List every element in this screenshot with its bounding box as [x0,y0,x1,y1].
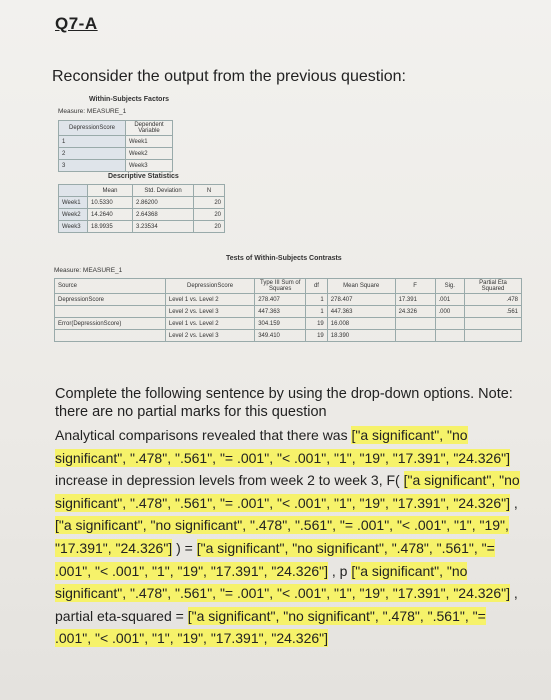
table-row: 3 Week3 [59,160,173,172]
within-factors-title: Within-Subjects Factors [89,96,170,103]
table-row: DepressionScore Level 1 vs. Level 2 278.407 1 278.407 17.391 .001 .478 [55,294,522,306]
table-row: Week1 10.5330 2.86200 20 [59,197,225,209]
question-prompt: Reconsider the output from the previous question: [52,68,406,85]
table-row: Week3 18.9935 3.23534 20 [59,221,225,233]
dropdown-options-6[interactable]: ["a significant", "no significant", ".478", ".561", "= .001", "< .001", "1", "19", "17.391", "24.326"] [55,607,486,647]
contrasts-measure: Measure: MEASURE_1 [54,267,123,274]
dropdown-options-2[interactable]: ["a significant", "no significant", ".478", ".561", "= .001", "< .001", "1", "19", "17.391", "24.326"] [55,472,520,511]
within-factors-measure: Measure: MEASURE_1 [58,108,127,115]
within-factors-table [58,120,173,172]
instructions-text: Complete the following sentence by using the drop-down options. Note: there are no partial marks for this question [55,386,513,420]
descriptives-title: Descriptive Statistics [108,173,179,180]
contrasts-title: Tests of Within-Subjects Contrasts [226,255,342,262]
dropdown-options-1[interactable]: ["a significant", "no significant", ".478", ".561", "= .001", "< .001", "1", "19", "17.391", "24.326"] [55,427,510,466]
dropdown-options-5[interactable]: ["a significant", "no significant", ".478", ".561", "= .001", "< .001", "1", "19", "17.391", "24.326"] [55,562,510,602]
dropdown-options-3[interactable]: ["a significant", "no significant", ".478", ".561", "= .001", "< .001", "1", "19", "17.391", "24.326"] [55,517,509,556]
descriptives-table: Mean Std. Deviation N Week1 10.5330 2.86200 20 Week2 14.2640 2.64368 20 Week3 18.9935 3.23534 20 [58,184,225,233]
table-row: 2 Week2 [59,148,173,160]
table-row: Week2 14.2640 2.64368 20 [59,209,225,221]
within-col1: DepressionScore [59,121,126,136]
table-row: Error(DepressionScore) Level 1 vs. Level 2 304.159 19 16.008 [55,318,522,330]
table-row: 1 Week1 [59,136,173,148]
dropdown-options-4[interactable]: ["a significant", "no significant", ".478", ".561", "= .001", "< .001", "1", "19", "17.391", "24.326"] [55,539,495,579]
contrasts-table: Source DepressionScore Type III Sum of Squares df Mean Square F Sig. Partial Eta Squared DepressionScore Level 1 vs. Level 2 278.407 1 278.407 17.391 .001 .478 Level 2 vs. Level 3 447.363 1 447.363 24.326 .000 .561 Error(DepressionScore) Level 1 vs. Level 2 304.159 19 16.008 Level 2 vs. Level 3 349.410 19 18.390 [54,278,522,342]
table-row: Level 2 vs. Level 3 349.410 19 18.390 [55,330,522,342]
question-title: Q7-A [55,14,98,33]
fill-in-sentence: Analytical comparisons revealed that there was ["a significant", "no significant", ".478", ".561", "= .001", "< .001", "1", "19", "17.391", "24.326"] increase in depression levels from week 2 to week 3, F( ["a significant", "no significant", ".478", ".561", "= .001", "< .001", "1", "19", "17.391", "24.326"] , ["a significant", "no significant", ".478", ".561", "= .001", "< .001", "1", "19", "17.391", "24.326"] ) = ["a significant", "no significant", ".478", ".561", "= .001", "< .001", "1", "19", "17.391", "24.326"] , p ["a significant", "no significant", ".478", ".561", "= .001", "< .001", "1", "19", "17.391", "24.326"] , partial eta-squared = ["a significant", "no significant", ".478", ".561", "= .001", "< .001", "1", "19", "17.391", "24.326"] [55,427,520,647]
within-col2: Dependent Variable [126,121,173,136]
table-row: Level 2 vs. Level 3 447.363 1 447.363 24.326 .000 .561 [55,306,522,318]
